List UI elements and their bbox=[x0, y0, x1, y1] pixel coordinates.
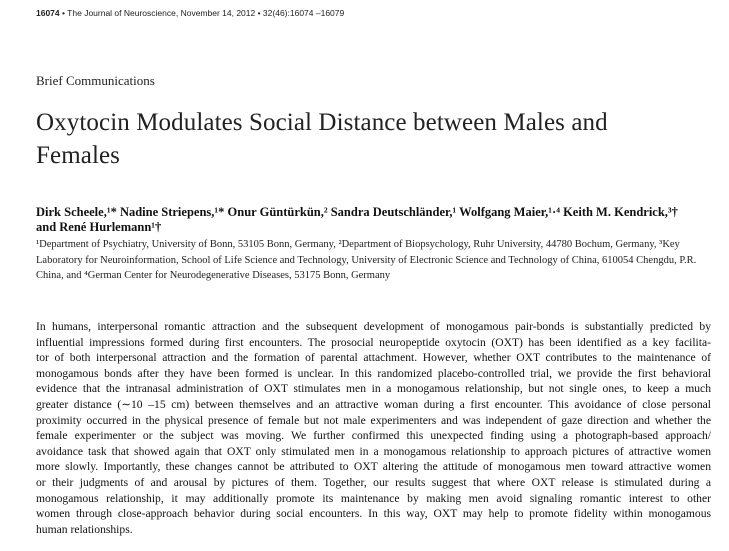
abstract bbox=[36, 319, 711, 537]
abstract-line: In humans, interpersonal romantic attraction and the subsequent development of monogamous pair-bonds is substantially predicted by bbox=[36, 320, 711, 333]
abstract-line: tor of both interpersonal attraction and the formation of parental attachment. However, whether OXT contributes to the maintenance of bbox=[36, 351, 711, 365]
abstract-line: female experimenter or the subject was moving. We further confirmed this unexpected finding using a photograph-based approach/ bbox=[36, 429, 711, 443]
paper-title bbox=[36, 106, 696, 172]
section-label: Brief Communications bbox=[36, 73, 155, 88]
running-head bbox=[36, 8, 696, 18]
abstract-line: influential impressions formed during first encounters. The prosocial neuropeptide oxytocin (OXT) has been identified as a key facilita- bbox=[36, 335, 711, 349]
author-list bbox=[36, 205, 716, 235]
abstract-line: monogamous bonds after they have been formed is unclear. In this randomized placebo-controlled trial, we provide the first behavioral bbox=[36, 366, 711, 380]
affiliation-line: Laboratory for Neuroinformation, School of Life Science and Technology, University of Electronic Science and Technology of China, 610054 Chengdu, P.R. bbox=[36, 254, 697, 266]
affiliation-line: ¹Department of Psychiatry, University of Bonn, 53105 Bonn, Germany, ²Department of Biopsychology, Ruhr University, 44780 Bochum, Germany, ³Key bbox=[36, 239, 680, 250]
abstract-line: monogamous relationship, it may additionally promote its maintenance by making men avoid signaling romantic interest to other bbox=[36, 491, 711, 505]
affiliations bbox=[36, 237, 697, 284]
abstract-line: or their judgments of and arousal by pictures of them. Together, our results suggest that where OXT release is stimulated during a bbox=[36, 475, 711, 489]
authors-line: and René Hurlemann¹† bbox=[36, 220, 162, 234]
title-line: Females bbox=[36, 142, 121, 169]
abstract-line: women through close-approach behavior during social encounters. In this way, OXT may help to promote fidelity within monogamous bbox=[36, 507, 711, 521]
page-number: 16074 bbox=[36, 8, 60, 18]
abstract-line: evidence that the intranasal administration of OXT stimulates men in a monogamous relationship, but not single ones, to keep a much bbox=[36, 382, 711, 396]
abstract-line: human relationships. bbox=[36, 522, 133, 536]
affiliation-line: China, and ⁴German Center for Neurodegenerative Diseases, 53175 Bonn, Germany bbox=[36, 270, 391, 281]
authors-line: Dirk Scheele,¹* Nadine Striepens,¹* Onur Güntürkün,² Sandra Deutschländer,¹ Wolfgang Maier,¹·⁴ Keith M. Kendrick,³† bbox=[36, 205, 678, 219]
abstract-line: more slowly. Importantly, these changes cannot be attributed to OXT altering the attitude of monogamous men toward attractive women bbox=[36, 460, 711, 474]
abstract-line: avoidance task that showed again that OXT only stimulated men in a monogamous relationship to approach pictures of attractive women bbox=[36, 444, 711, 458]
journal-citation: • The Journal of Neuroscience, November 14, 2012 • 32(46):16074 –16079 bbox=[59, 8, 345, 18]
abstract-line: proximity occurred in the physical presence of female but not male experimenters and was independent of gaze direction and whether the bbox=[36, 413, 711, 427]
title-line: Oxytocin Modulates Social Distance between Males and bbox=[36, 109, 608, 136]
abstract-line: greater distance (∼10 –15 cm) between themselves and an attractive woman during a first encounter. This avoidance of close personal bbox=[36, 397, 711, 411]
